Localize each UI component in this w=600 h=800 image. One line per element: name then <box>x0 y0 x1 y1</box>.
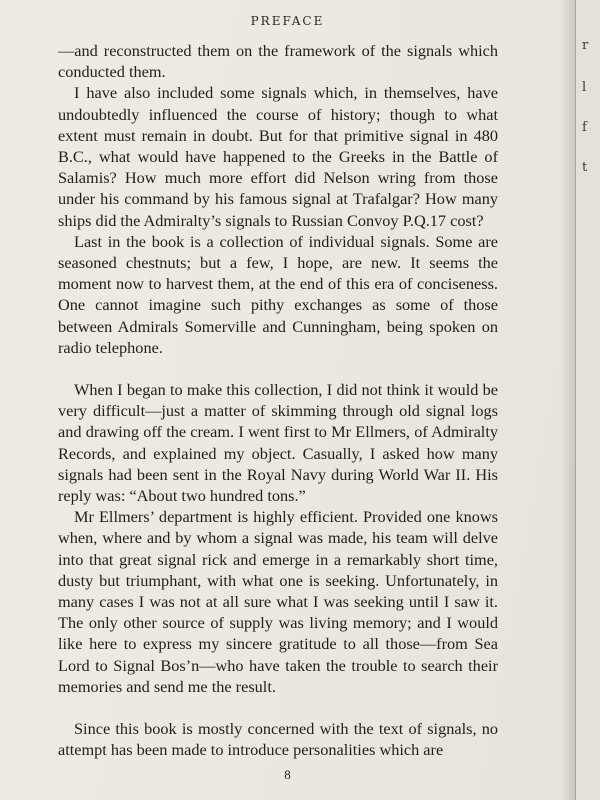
paragraph-personalities: Since this book is mostly concerned with the text of signals, no attempt has been made to introduce personalities which are <box>58 719 498 760</box>
paragraph-individual-signals: Last in the book is a collection of individual signals. Some are seasoned chestnuts; but a few, I hope, are new. It seems the moment now to harvest them, at the end of this era of conciseness. One cannot imagine such pithy exchanges as some of those between Admirals Somerville and Cunningham, being spoken on radio telephone. <box>58 231 498 357</box>
facing-page-fragment: t <box>582 160 588 175</box>
paragraph-admiralty-records: Mr Ellmers’ department is highly efficient. Provided one knows when, where and by whom a signal was made, his team will delve into that great signal rick and emerge in a remarkably short time, dusty but triumphant, with what one is seeking. Unfortunately, in many cases I was not at all sure what I was seeking until I saw it. The only other source of supply was living memory; and I would like here to express my sincere gratitude to all those—from Sea Lord to Signal Bos’n—who have taken the trouble to search their memories and send me the result. <box>58 507 498 696</box>
page-number: 8 <box>284 767 291 782</box>
running-header: PREFACE <box>250 14 325 28</box>
paragraph-historic-signals: I have also included some signals which, in themselves, have undoubtedly influenced the course of history; though to what extent must remain in doubt. But for that primitive signal in 480 B.C., what would have happened to the Greeks in the Battle of Salamis? How much more effort did Nelson wring from those under his command by his famous signal at Trafalgar? How many ships did the Admiralty’s signals to Russian Convoy P.Q.17 cost? <box>58 83 498 230</box>
facing-page-fragment: l <box>582 80 587 95</box>
paragraph-continuation: —and reconstructed them on the framework of the signals which conducted them. <box>58 41 498 82</box>
facing-page-edge <box>575 0 600 800</box>
facing-page-fragment: r <box>582 38 589 53</box>
gutter-shadow <box>560 0 575 800</box>
facing-page-fragment: f <box>582 120 587 135</box>
paragraph-collection-start: When I began to make this collection, I did not think it would be very difficult—just a matter of skimming through old signal logs and drawing off the cream. I went first to Mr Ellmers, of Admiralty Records, and explained my object. Casually, I asked how many signals had been sent in the Royal Navy during World War II. His reply was: “About two hundred tons.” <box>58 380 498 506</box>
preface-body <box>58 40 498 761</box>
